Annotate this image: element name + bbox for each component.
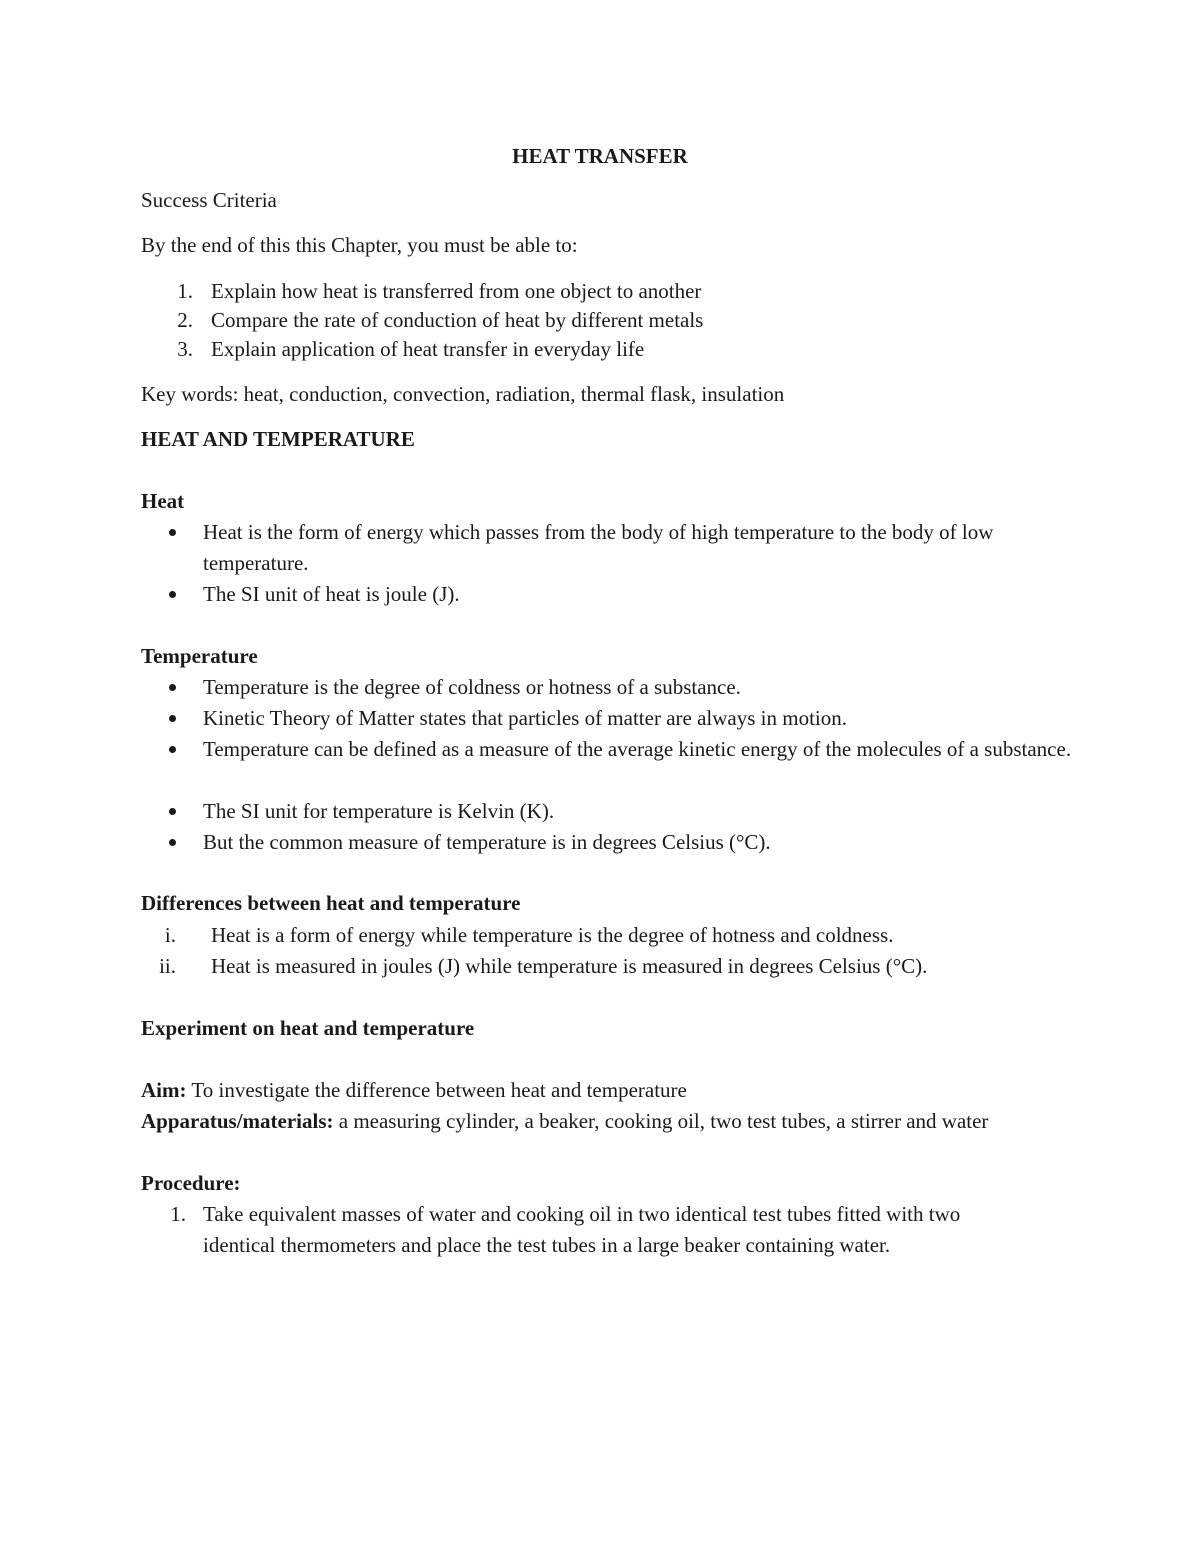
aim-label: Aim: <box>141 1078 187 1102</box>
list-number: 1. <box>177 279 193 303</box>
list-item-text: The SI unit of heat is joule (J). <box>203 582 460 606</box>
intro-text: By the end of this this Chapter, you must be able to: <box>141 233 578 257</box>
aim-line <box>141 1075 687 1106</box>
bullet-icon <box>169 839 176 846</box>
list-number: i. <box>164 923 176 947</box>
list-item-text: Temperature is the degree of coldness or hotness of a substance. <box>203 675 741 699</box>
success-criteria-label: Success Criteria <box>141 188 277 212</box>
keywords-text: Key words: heat, conduction, convection, radiation, thermal flask, insulation <box>141 382 785 406</box>
list-number: ii. <box>159 954 176 978</box>
list-item-text: Temperature can be defined as a measure of the average kinetic energy of the molecules of a substance. <box>203 737 1072 761</box>
list-item-text: Heat is a form of energy while temperature is the degree of hotness and coldness. <box>211 923 894 947</box>
list-number: 2. <box>177 308 193 332</box>
apparatus-label: Apparatus/materials: <box>141 1109 334 1133</box>
procedure-label: Procedure: <box>141 1171 241 1195</box>
aim-text: To investigate the difference between heat and temperature <box>186 1078 687 1102</box>
temperature-heading: Temperature <box>141 644 258 668</box>
bullet-icon <box>169 529 176 536</box>
list-item-text: Explain how heat is transferred from one object to another <box>211 279 702 303</box>
list-item-text: Heat is measured in joules (J) while temperature is measured in degrees Celsius (°C). <box>211 954 928 978</box>
document-title: HEAT TRANSFER <box>512 144 688 168</box>
section-heading: HEAT AND TEMPERATURE <box>141 427 415 451</box>
experiment-heading: Experiment on heat and temperature <box>141 1016 475 1040</box>
list-item-text: Take equivalent masses of water and cooking oil in two identical test tubes fitted with two identical thermometers and place the test tubes in a large beaker containing water. <box>203 1202 961 1257</box>
bullet-icon <box>169 591 176 598</box>
differences-heading: Differences between heat and temperature <box>141 891 521 915</box>
list-item-text: Heat is the form of energy which passes from the body of high temperature to the body of low temperature. <box>203 520 994 575</box>
list-item-text: But the common measure of temperature is in degrees Celsius (°C). <box>203 830 771 854</box>
bullet-icon <box>169 808 176 815</box>
apparatus-text: a measuring cylinder, a beaker, cooking oil, two test tubes, a stirrer and water <box>333 1109 989 1133</box>
bullet-icon <box>169 684 176 691</box>
bullet-icon <box>169 746 176 753</box>
list-number: 3. <box>177 337 193 361</box>
bullet-icon <box>169 715 176 722</box>
list-item-text: Compare the rate of conduction of heat by different metals <box>211 308 704 332</box>
list-item-text: Explain application of heat transfer in everyday life <box>211 337 645 361</box>
list-number: 1. <box>170 1202 186 1226</box>
apparatus-line <box>141 1106 1051 1137</box>
list-item-text: The SI unit for temperature is Kelvin (K). <box>203 799 555 823</box>
list-item-text: Kinetic Theory of Matter states that particles of matter are always in motion. <box>203 706 847 730</box>
heat-heading: Heat <box>141 489 185 513</box>
